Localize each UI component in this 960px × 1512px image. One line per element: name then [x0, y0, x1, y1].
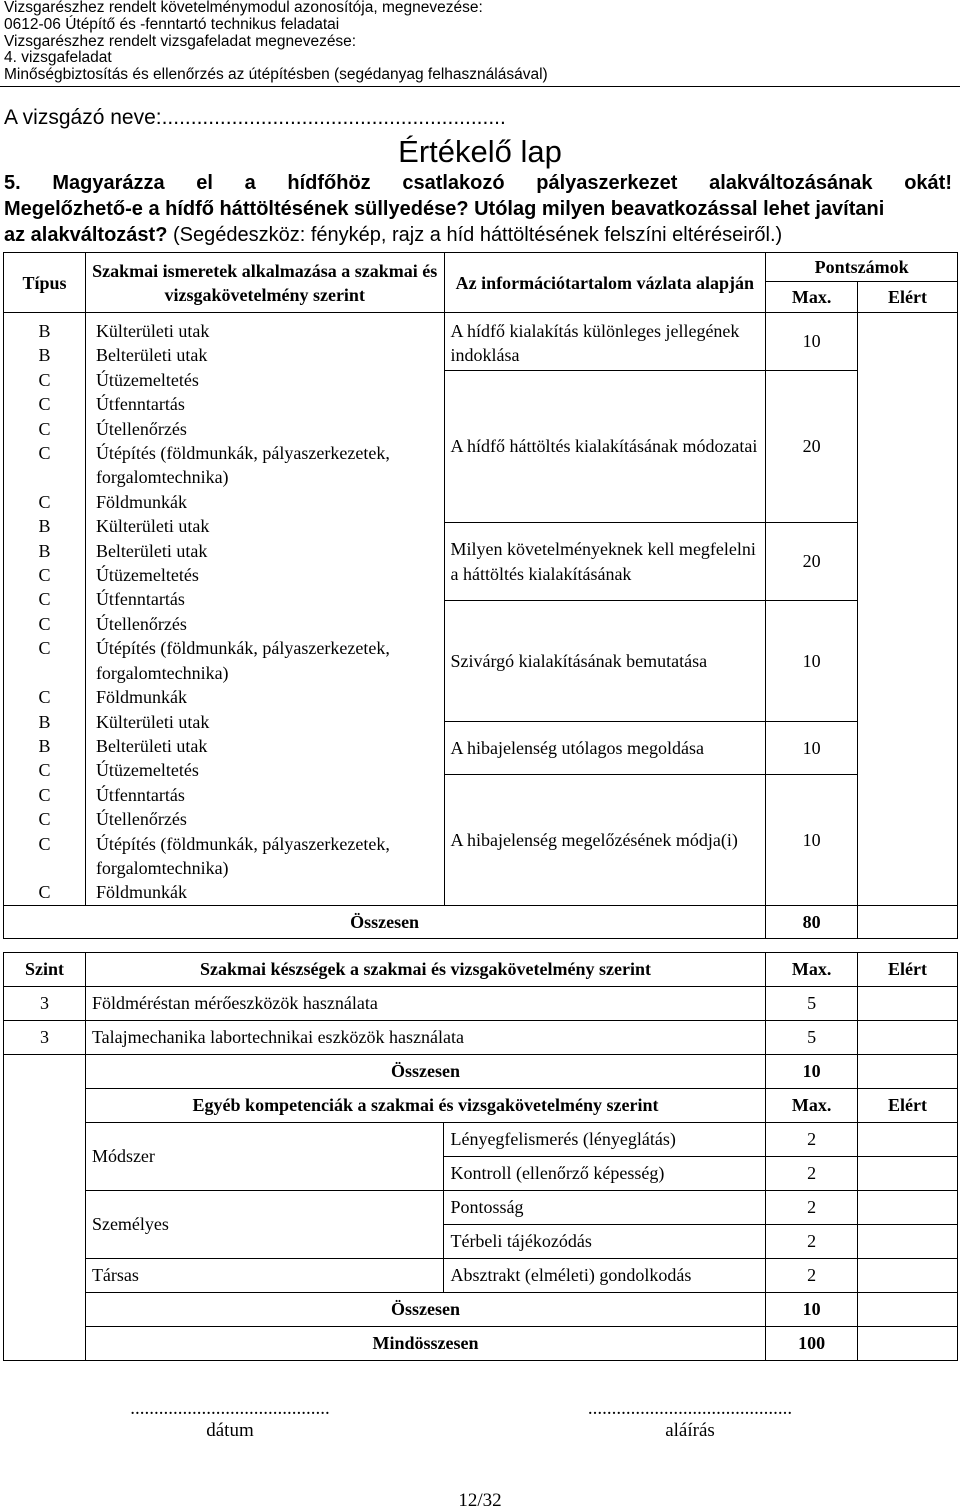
- header-divider: [0, 86, 960, 87]
- candidate-name-label: A vizsgázó neve:...........................................................: [4, 106, 506, 129]
- competency-max: 2: [766, 1157, 858, 1191]
- task-line-2: Megelőzhető-e a hídfő háttöltésének süllyedése? Utólag milyen beavatkozással lehet javítani: [4, 198, 885, 220]
- knowledge-table: [3, 252, 958, 939]
- points-header: Pontszámok: [766, 253, 958, 282]
- info-cell: Szivárgó kialakításának bemutatása: [444, 601, 766, 721]
- task-line-3-rest: (Segédeszköz: fénykép, rajz a híd háttöltésének felszíni eltéréseiről.): [167, 224, 783, 246]
- skill-cell: Talajmechanika labortechnikai eszközök használata: [85, 1021, 765, 1055]
- type-header: Típus: [4, 253, 86, 313]
- task-text: [4, 170, 952, 248]
- header-line: 4. vizsgafeladat: [4, 49, 112, 67]
- blank-cell: [4, 1055, 86, 1089]
- other-max-header: Max.: [766, 1089, 858, 1123]
- level-cell: 3: [4, 1021, 86, 1055]
- table-row: [4, 1191, 958, 1225]
- date-field: [92, 1398, 368, 1442]
- skill-achieved-cell[interactable]: [858, 987, 958, 1021]
- header-row: [4, 253, 958, 282]
- info-cell: A hibajelenség utólagos megoldása: [444, 721, 766, 774]
- total-row: [4, 905, 958, 938]
- skills-total-max: 10: [766, 1055, 858, 1089]
- competency-achieved[interactable]: [858, 1157, 958, 1191]
- skill-cell: Földméréstan mérőeszközök használata: [85, 987, 765, 1021]
- competency-cell: Pontosság: [444, 1191, 766, 1225]
- signature-field: [552, 1398, 828, 1442]
- table-row: [4, 313, 958, 371]
- max-header: Max.: [766, 282, 858, 313]
- grand-total-label: Mindösszesen: [85, 1327, 765, 1361]
- other-total-label: Összesen: [85, 1293, 765, 1327]
- skills-total-row: [4, 1055, 958, 1089]
- other-achieved-header: Elért: [858, 1089, 958, 1123]
- blank-cell: [4, 1191, 86, 1225]
- competency-cell: Kontroll (ellenőrző képesség): [444, 1157, 766, 1191]
- grand-total-row: [4, 1327, 958, 1361]
- competency-achieved[interactable]: [858, 1123, 958, 1157]
- date-label: dátum: [206, 1420, 254, 1441]
- header-line: Minőségbiztosítás és ellenőrzés az útépítésben (segédanyag felhasználásával): [4, 66, 548, 84]
- skill-max-cell: 5: [766, 987, 858, 1021]
- task-line-3-bold: az alakváltozást?: [4, 224, 168, 246]
- header-line: 0612-06 Útépítő és -fenntartó technikus feladatai: [4, 15, 340, 33]
- skills-table: [3, 952, 958, 1361]
- knowledge-column: Külterületi utak Belterületi utak Útüzemeltetés Útfenntartás Útellenőrzés Útépítés (földmunkák, pályaszerkezetek, forgalomtechnika) Földmunkák Külterületi utak Belterületi utak Útüzemeltetés Útfenntartás Útellenőrzés Útépítés (földmunkák, pályaszerkezetek, forgalomtechnika) Földmunkák Külterületi utak Belterületi utak Útüzemeltetés Útfenntartás Útellenőrzés Útépítés (földmunkák, pályaszerkezetek, forgalomtechnika) Földmunkák: [85, 313, 444, 906]
- other-total-max: 10: [766, 1293, 858, 1327]
- total-achieved[interactable]: [858, 905, 958, 938]
- document-header: [4, 0, 548, 84]
- task-line-3: [4, 222, 952, 248]
- other-total-row: [4, 1293, 958, 1327]
- max-cell: 20: [766, 370, 858, 522]
- blank-cell: [4, 1123, 86, 1157]
- competency-cell: Lényegfelismerés (lényeglátás): [444, 1123, 766, 1157]
- info-cell: Milyen követelményeknek kell megfelelni a háttöltés kialakításának: [444, 522, 766, 601]
- max-cell: 10: [766, 721, 858, 774]
- table-row: [4, 1259, 958, 1293]
- blank-cell: [4, 1225, 86, 1259]
- group-cell: Módszer: [85, 1123, 444, 1191]
- skill-max-cell: 5: [766, 1021, 858, 1055]
- table-row: [4, 1123, 958, 1157]
- info-header: Az információtartalom vázlata alapján: [444, 253, 766, 313]
- competency-max: 2: [766, 1191, 858, 1225]
- page-title: Értékelő lap: [398, 134, 562, 169]
- competency-max: 2: [766, 1259, 858, 1293]
- table-row: [4, 1021, 958, 1055]
- grand-total-achieved[interactable]: [858, 1327, 958, 1361]
- info-cell: A hídfő háttöltés kialakításának módozatai: [444, 370, 766, 522]
- signature-dots: ...........................................: [587, 1398, 793, 1419]
- skill-achieved-cell[interactable]: [858, 1021, 958, 1055]
- competency-cell: Absztrakt (elméleti) gondolkodás: [444, 1259, 766, 1293]
- total-label: Összesen: [4, 905, 766, 938]
- competency-achieved[interactable]: [858, 1225, 958, 1259]
- other-total-achieved[interactable]: [858, 1293, 958, 1327]
- skills-achieved-header: Elért: [858, 953, 958, 987]
- competency-max: 2: [766, 1225, 858, 1259]
- total-max: 80: [766, 905, 858, 938]
- group-cell: Társas: [85, 1259, 444, 1293]
- type-column: B B C C C C C B B C C C C C B B C C C C C: [4, 313, 86, 906]
- date-dots: ..........................................: [130, 1398, 330, 1419]
- level-cell: 3: [4, 987, 86, 1021]
- blank-cell: [4, 1157, 86, 1191]
- blank-cell: [4, 1293, 86, 1327]
- competency-cell: Térbeli tájékozódás: [444, 1225, 766, 1259]
- info-cell: A hídfő kialakítás különleges jellegének indoklása: [444, 313, 766, 371]
- max-cell: 20: [766, 522, 858, 601]
- other-header-row: [4, 1089, 958, 1123]
- knowledge-header: Szakmai ismeretek alkalmazása a szakmai és vizsgakövetelmény szerint: [85, 253, 444, 313]
- blank-cell: [4, 1089, 86, 1123]
- max-cell: 10: [766, 601, 858, 721]
- header-line: Vizsgarészhez rendelt vizsgafeladat megnevezése:: [4, 32, 357, 50]
- achieved-cell[interactable]: [858, 313, 958, 906]
- skills-header: Szakmai készségek a szakmai és vizsgakövetelmény szerint: [85, 953, 765, 987]
- grand-total-max: 100: [766, 1327, 858, 1361]
- signature-label: aláírás: [665, 1420, 715, 1441]
- table-row: [4, 987, 958, 1021]
- skills-total-label: Összesen: [85, 1055, 765, 1089]
- info-cell: A hibajelenség megelőzésének módja(i): [444, 774, 766, 905]
- other-header: Egyéb kompetenciák a szakmai és vizsgakövetelmény szerint: [85, 1089, 765, 1123]
- competency-achieved[interactable]: [858, 1259, 958, 1293]
- task-line-1: 5. Magyarázza el a hídfőhöz csatlakozó pályaszerkezet alakváltozásának okát!: [4, 172, 952, 194]
- max-cell: 10: [766, 774, 858, 905]
- group-cell: Személyes: [85, 1191, 444, 1259]
- skills-max-header: Max.: [766, 953, 858, 987]
- blank-cell: [4, 1327, 86, 1361]
- page-number: 12/32: [458, 1490, 502, 1511]
- competency-achieved[interactable]: [858, 1191, 958, 1225]
- skills-header-row: [4, 953, 958, 987]
- header-line: Vizsgarészhez rendelt követelménymodul azonosítója, megnevezése:: [4, 0, 483, 16]
- skills-total-achieved[interactable]: [858, 1055, 958, 1089]
- max-cell: 10: [766, 313, 858, 371]
- achieved-header: Elért: [858, 282, 958, 313]
- competency-max: 2: [766, 1123, 858, 1157]
- blank-cell: [4, 1259, 86, 1293]
- level-header: Szint: [4, 953, 86, 987]
